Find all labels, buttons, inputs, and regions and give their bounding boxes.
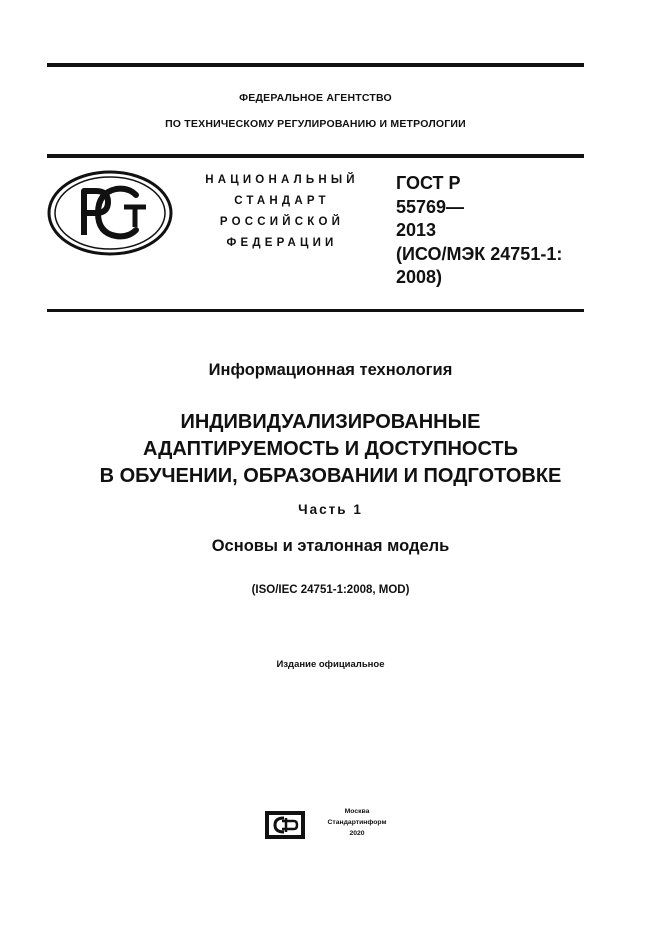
document-title	[30, 409, 631, 490]
standard-type	[192, 170, 372, 254]
publisher-year: 2020	[349, 830, 365, 837]
agency-name-line2: ПО ТЕХНИЧЕСКОМУ РЕГУЛИРОВАНИЮ И МЕТРОЛОГИИ	[165, 118, 466, 130]
standartinform-logo-icon	[264, 810, 306, 840]
agency-name-line1: ФЕДЕРАЛЬНОЕ АГЕНТСТВО	[239, 92, 392, 104]
publisher-city: Москва	[344, 808, 370, 815]
designation-line1: ГОСТ Р	[396, 173, 461, 193]
designation-line4: (ИСО/МЭК 24751-1:	[396, 243, 563, 264]
bottom-header-rule	[47, 309, 584, 312]
header-rule	[47, 154, 584, 158]
publisher-block	[310, 806, 404, 839]
subject-heading: Информационная технология	[208, 361, 453, 379]
edition-note: Издание официальное	[276, 659, 385, 670]
designation-line3: 2013	[396, 220, 437, 240]
standard-type-line1: НАЦИОНАЛЬНЫЙ	[205, 174, 359, 186]
top-rule	[47, 63, 584, 67]
publisher-name: Стандартинформ	[327, 819, 387, 826]
standard-type-line4: ФЕДЕРАЦИИ	[226, 237, 338, 249]
part-label: Часть 1	[298, 502, 363, 517]
rst-certification-mark-icon	[46, 169, 174, 257]
document-subtitle: Основы и эталонная модель	[211, 537, 450, 555]
standard-designation	[396, 172, 562, 290]
title-line3: В ОБУЧЕНИИ, ОБРАЗОВАНИИ И ПОДГОТОВКЕ	[99, 465, 562, 487]
designation-line5: 2008)	[396, 267, 443, 287]
standard-type-line2: СТАНДАРТ	[234, 195, 330, 207]
iso-reference: (ISO/IEC 24751-1:2008, MOD)	[251, 584, 410, 596]
designation-line2: 55769—	[396, 196, 465, 217]
standard-type-line3: РОССИЙСКОЙ	[219, 216, 345, 228]
title-line2: АДАПТИРУЕМОСТЬ И ДОСТУПНОСТЬ	[143, 438, 518, 460]
title-line1: ИНДИВИДУАЛИЗИРОВАННЫЕ	[180, 411, 481, 433]
